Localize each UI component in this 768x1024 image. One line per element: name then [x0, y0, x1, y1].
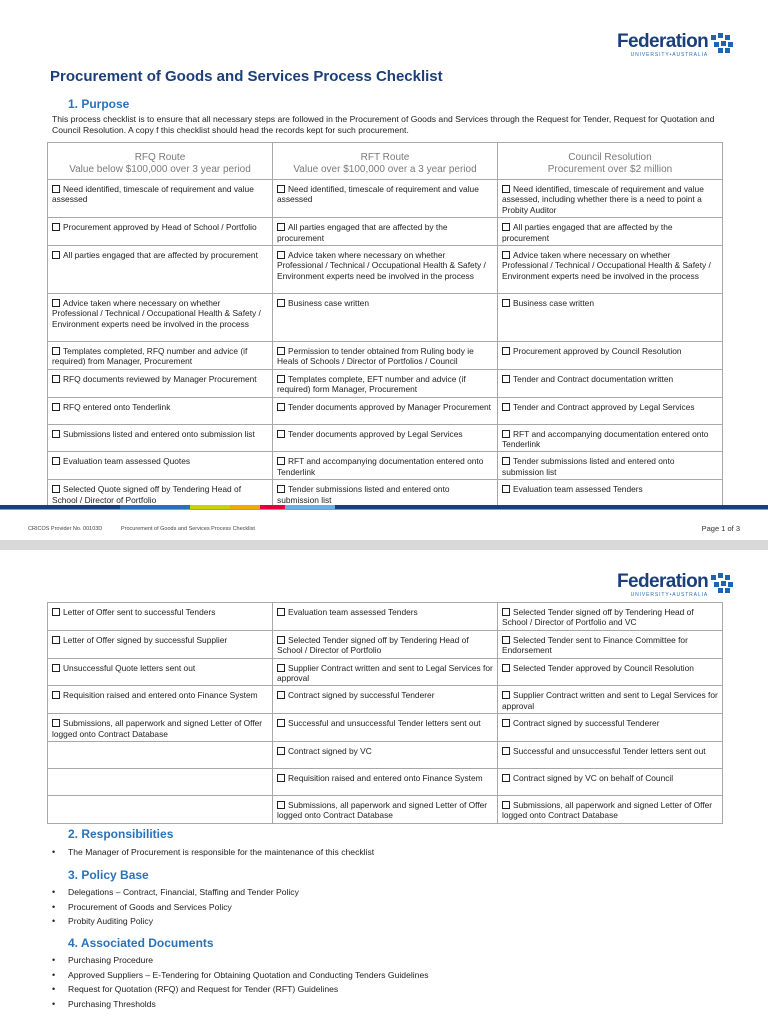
page-separator [0, 540, 768, 550]
checklist-cell [48, 424, 273, 452]
checklist-item-label: Supplier Contract written and sent to Legal Services for approval [502, 690, 718, 711]
checklist-cell [273, 424, 498, 452]
checkbox[interactable] [52, 430, 60, 438]
checklist-cell [498, 480, 723, 508]
checklist-item-label: Evaluation team assessed Tenders [288, 607, 418, 617]
checklist-item-label: Evaluation team assessed Tenders [513, 484, 643, 495]
checklist-item-label: Successful and unsuccessful Tender letters sent out [288, 718, 481, 729]
checklist-item-label: Procurement approved by Head of School / Portfolio [63, 222, 257, 233]
checklist-cell [273, 686, 498, 714]
column-subtitle: Value over $100,000 over a 3 year period [293, 164, 477, 175]
checklist-item-label: Contract signed by VC [288, 746, 372, 757]
column-subtitle: Procurement over $2 million [547, 164, 673, 175]
checkbox[interactable] [277, 251, 285, 259]
checklist-item-label: All parties engaged that are affected by the procurement [502, 222, 673, 243]
policy-base-list [50, 885, 710, 929]
table-row [48, 218, 723, 246]
checklist-cell [48, 714, 273, 742]
table-row [48, 769, 723, 796]
table-row [48, 796, 723, 824]
checklist-cell [48, 742, 273, 769]
checklist-cell [498, 630, 723, 658]
checkbox[interactable] [502, 747, 510, 755]
checklist-item-label: Need identified, timescale of requirement and value assessed [277, 184, 479, 205]
checklist-cell [48, 180, 273, 218]
checklist-item-label: Templates completed, RFQ number and advice (if required) from Manager, Procurement [52, 346, 248, 367]
checklist-item-label: Supplier Contract written and sent to Legal Services for approval [277, 662, 493, 684]
checklist-item-label: Need identified, timescale of requirement and value assessed [52, 184, 254, 205]
checkbox[interactable] [277, 774, 285, 782]
checkbox[interactable] [52, 251, 60, 259]
checkbox[interactable] [277, 636, 285, 644]
checklist-cell [273, 294, 498, 342]
table-row [48, 246, 723, 294]
checklist-item-label: Submissions, all paperwork and signed Letter of Offer logged onto Contract Database [502, 800, 713, 821]
checkbox[interactable] [502, 774, 510, 782]
checklist-cell [273, 246, 498, 294]
checkbox[interactable] [52, 691, 60, 699]
table-row [48, 686, 723, 714]
checkbox[interactable] [52, 185, 60, 193]
checkbox[interactable] [502, 636, 510, 644]
checklist-item-label: Tender submissions listed and entered onto submission list [502, 456, 675, 477]
checklist-cell [48, 397, 273, 424]
footer-doc-name: Procurement of Goods and Services Process Checklist [121, 526, 255, 532]
checklist-item-label: Tender documents approved by Manager Procurement [288, 401, 491, 412]
checklist-item-label: Letter of Offer signed by successful Supplier [63, 634, 228, 645]
checkbox[interactable] [502, 485, 510, 493]
checklist-cell [498, 369, 723, 397]
checkbox[interactable] [52, 223, 60, 231]
checklist-item-label: Business case written [513, 298, 594, 309]
table-row [48, 452, 723, 480]
checklist-item-label: Tender documents approved by Legal Services [288, 428, 463, 439]
table-row [48, 658, 723, 686]
checklist-cell [48, 769, 273, 796]
checklist-cell [498, 769, 723, 796]
checklist-cell [498, 246, 723, 294]
table-row [48, 294, 723, 342]
table-row [48, 480, 723, 508]
checklist-item-label: Selected Tender sent to Finance Committee for Endorsement [502, 634, 688, 656]
column-title: Council Resolution [568, 152, 652, 163]
logo-cross-icon [711, 33, 733, 53]
checklist-item-label: Letter of Offer sent to successful Tenders [63, 607, 216, 617]
checkbox[interactable] [277, 457, 285, 465]
checklist-cell [273, 769, 498, 796]
logo-cross-icon [711, 573, 733, 593]
logo-subtitle: UNIVERSITY•AUSTRALIA [630, 52, 709, 58]
checklist-item-label: Selected Tender signed off by Tendering Head of School / Director of Portfolio and VC [502, 607, 694, 628]
checkbox[interactable] [52, 608, 60, 616]
table-row [48, 714, 723, 742]
checklist-cell [273, 452, 498, 480]
checklist-cell [273, 630, 498, 658]
checkbox[interactable] [502, 719, 510, 727]
checkbox[interactable] [277, 608, 285, 616]
checkbox[interactable] [277, 185, 285, 193]
checklist-cell [498, 742, 723, 769]
responsibilities-heading: 2. Responsibilities [68, 827, 174, 841]
checklist-item-label: Contract signed by VC on behalf of Council [513, 773, 674, 784]
checklist-cell [498, 294, 723, 342]
list-item: • Procurement of Goods and Services Policy [50, 900, 710, 915]
checkbox[interactable] [502, 403, 510, 411]
checklist-item-label: Selected Quote signed off by Tendering Head of School / Director of Portfolio [52, 484, 242, 505]
checkbox[interactable] [502, 223, 510, 231]
checklist-cell [273, 342, 498, 370]
checklist-cell [498, 714, 723, 742]
column-subtitle: Value below $100,000 over 3 year period [69, 164, 251, 175]
checklist-item-label: RFT and accompanying documentation entered onto Tenderlink [277, 456, 484, 477]
checklist-cell [48, 294, 273, 342]
checkbox[interactable] [277, 430, 285, 438]
checklist-cell [498, 796, 723, 824]
checkbox[interactable] [52, 636, 60, 644]
column-header-rfq [48, 143, 273, 180]
column-header-rft [273, 143, 498, 180]
checkbox[interactable] [277, 347, 285, 355]
purpose-heading: 1. Purpose [68, 97, 130, 111]
checkbox[interactable] [52, 375, 60, 383]
checklist-item-label: Advice taken where necessary on whether Professional / Technical / Occupational Health & Safety / Environment experts need be involved in the process [277, 250, 486, 281]
checklist-table-page-2 [47, 602, 723, 824]
logo-wordmark: Federation [617, 31, 709, 52]
checklist-cell [273, 796, 498, 824]
checkbox[interactable] [277, 664, 285, 672]
checklist-item-label: Unsuccessful Quote letters sent out [63, 662, 196, 673]
checklist-cell [48, 480, 273, 508]
checklist-item-label: Successful and unsuccessful Tender letters sent out [513, 746, 706, 757]
checklist-item-label: Submissions listed and entered onto submission list [63, 428, 255, 439]
checkbox[interactable] [502, 251, 510, 259]
checklist-item-label: Contract signed by successful Tenderer [288, 690, 435, 701]
checklist-cell [273, 397, 498, 424]
checklist-cell [498, 218, 723, 246]
logo-subtitle: UNIVERSITY•AUSTRALIA [630, 592, 709, 598]
checklist-item-label: Procurement approved by Council Resolution [513, 346, 682, 357]
checklist-cell [48, 686, 273, 714]
associated-documents-heading: 4. Associated Documents [68, 936, 214, 950]
checkbox[interactable] [502, 608, 510, 616]
checklist-cell [273, 714, 498, 742]
checklist-item-label: Permission to tender obtained from Ruling body ie Heals of Schools / Director of Portfolios / Council [277, 346, 474, 367]
checklist-cell [498, 424, 723, 452]
list-item: • Approved Suppliers – E-Tendering for Obtaining Quotation and Conducting Tenders Guidelines [50, 968, 710, 983]
logo-wordmark: Federation [617, 571, 709, 592]
checkbox[interactable] [52, 485, 60, 493]
checklist-cell [498, 397, 723, 424]
page-title: Procurement of Goods and Services Process Checklist [50, 68, 443, 85]
policy-base-heading: 3. Policy Base [68, 868, 149, 882]
checkbox[interactable] [277, 801, 285, 809]
checklist-table-page-1 [47, 142, 723, 508]
checklist-cell [273, 603, 498, 631]
checklist-cell [48, 246, 273, 294]
checkbox[interactable] [277, 223, 285, 231]
checkbox[interactable] [277, 719, 285, 727]
checklist-cell [273, 480, 498, 508]
checklist-cell [273, 180, 498, 218]
purpose-paragraph: This process checklist is to ensure that all necessary steps are followed in the Procurement of Goods and Services through the Request for Tender, Request for Quotation and Council Resolution. A copy f this checklist should head the records kept for such procurement. [52, 114, 715, 135]
checkbox[interactable] [277, 747, 285, 755]
table-row [48, 180, 723, 218]
checkbox[interactable] [502, 185, 510, 193]
checkbox[interactable] [277, 403, 285, 411]
checklist-item-label: All parties engaged that are affected by procurement [63, 250, 258, 261]
checkbox[interactable] [52, 719, 60, 727]
checkbox[interactable] [52, 299, 60, 307]
checklist-item-label: All parties engaged that are affected by the procurement [277, 222, 448, 243]
checklist-cell [273, 369, 498, 397]
checkbox[interactable] [277, 375, 285, 383]
checklist-cell [48, 603, 273, 631]
footer-cricos: CRICOS Provider No. 00103D [28, 526, 103, 532]
list-item: • Delegations – Contract, Financial, Staffing and Tender Policy [50, 885, 710, 900]
checkbox[interactable] [502, 457, 510, 465]
checkbox[interactable] [52, 664, 60, 672]
checklist-item-label: Tender and Contract approved by Legal Services [513, 401, 695, 412]
checklist-item-label: Tender and Contract documentation written [513, 373, 674, 384]
list-item: • The Manager of Procurement is responsible for the maintenance of this checklist [50, 845, 710, 860]
footer-rule [0, 509, 768, 510]
list-item: • Purchasing Procedure [50, 953, 710, 968]
checklist-cell [48, 342, 273, 370]
checklist-cell [498, 603, 723, 631]
checklist-cell [273, 658, 498, 686]
checklist-cell [498, 180, 723, 218]
associated-documents-list [50, 953, 710, 1011]
checklist-item-label: Selected Tender signed off by Tendering Head of School / Director of Portfolio [277, 634, 469, 656]
checklist-cell [273, 742, 498, 769]
table-row [48, 369, 723, 397]
checklist-item-label: Advice taken where necessary on whether Professional / Technical / Occupational Health & Safety / Environment experts need be involved in the process [502, 250, 711, 281]
checkbox[interactable] [502, 347, 510, 355]
table-row [48, 397, 723, 424]
checklist-cell [498, 452, 723, 480]
table-header-row [48, 143, 723, 180]
list-item: • Purchasing Thresholds [50, 997, 710, 1012]
checklist-item-label: RFT and accompanying documentation entered onto Tenderlink [502, 428, 709, 450]
checklist-cell [498, 658, 723, 686]
list-item: • Probity Auditing Policy [50, 914, 710, 929]
checklist-cell [48, 452, 273, 480]
checkbox[interactable] [502, 430, 510, 438]
column-title: RFT Route [360, 152, 410, 163]
checklist-item-label: Submissions, all paperwork and signed Letter of Offer logged onto Contract Database [52, 718, 263, 739]
responsibilities-list [50, 845, 710, 860]
checklist-item-label: Selected Tender approved by Council Resolution [513, 662, 694, 673]
table-row [48, 424, 723, 452]
checklist-item-label: Requisition raised and entered onto Finance System [63, 690, 258, 701]
checklist-cell [48, 796, 273, 824]
checklist-item-label: Submissions, all paperwork and signed Letter of Offer logged onto Contract Database [277, 800, 488, 821]
checkbox[interactable] [277, 485, 285, 493]
table-row [48, 742, 723, 769]
column-header-council [498, 143, 723, 180]
document-page-2 [0, 550, 768, 1024]
list-item: • Request for Quotation (RFQ) and Request for Tender (RFT) Guidelines [50, 982, 710, 997]
checkbox[interactable] [52, 347, 60, 355]
checklist-item-label: Requisition raised and entered onto Finance System [288, 773, 483, 784]
checklist-cell [498, 686, 723, 714]
table-row [48, 342, 723, 370]
checkbox[interactable] [277, 299, 285, 307]
checkbox[interactable] [52, 457, 60, 465]
checkbox[interactable] [502, 299, 510, 307]
federation-logo [617, 32, 733, 58]
checklist-item-label: Advice taken where necessary on whether Professional / Technical / Occupational Health & Safety / Environment experts need be involved in the process [52, 298, 261, 329]
checklist-cell [48, 218, 273, 246]
checklist-item-label: Business case written [288, 298, 369, 309]
checkbox[interactable] [502, 375, 510, 383]
checklist-item-label: RFQ entered onto Tenderlink [63, 401, 171, 412]
footer-page-number: Page 1 of 3 [701, 524, 740, 533]
checklist-item-label: Contract signed by successful Tenderer [513, 718, 660, 729]
checkbox[interactable] [502, 801, 510, 809]
checkbox[interactable] [502, 664, 510, 672]
checklist-cell [498, 342, 723, 370]
checklist-cell [48, 658, 273, 686]
checkbox[interactable] [277, 691, 285, 699]
checklist-item-label: Need identified, timescale of requirement and value assessed, including whether there is a need to point a Probity Auditor [502, 184, 704, 215]
federation-logo [617, 572, 733, 598]
checkbox[interactable] [502, 691, 510, 699]
checklist-cell [273, 218, 498, 246]
column-title: RFQ Route [134, 152, 186, 163]
checklist-item-label: RFQ documents reviewed by Manager Procurement [63, 373, 257, 384]
table-row [48, 630, 723, 658]
table-row [48, 603, 723, 631]
checklist-item-label: Templates complete, EFT number and advice (if required) form Manager, Procurement [277, 373, 466, 395]
checklist-item-label: Tender submissions listed and entered onto submission list [277, 484, 450, 505]
checkbox[interactable] [52, 403, 60, 411]
checklist-cell [48, 369, 273, 397]
checklist-cell [48, 630, 273, 658]
checklist-item-label: Evaluation team assessed Quotes [63, 456, 191, 467]
